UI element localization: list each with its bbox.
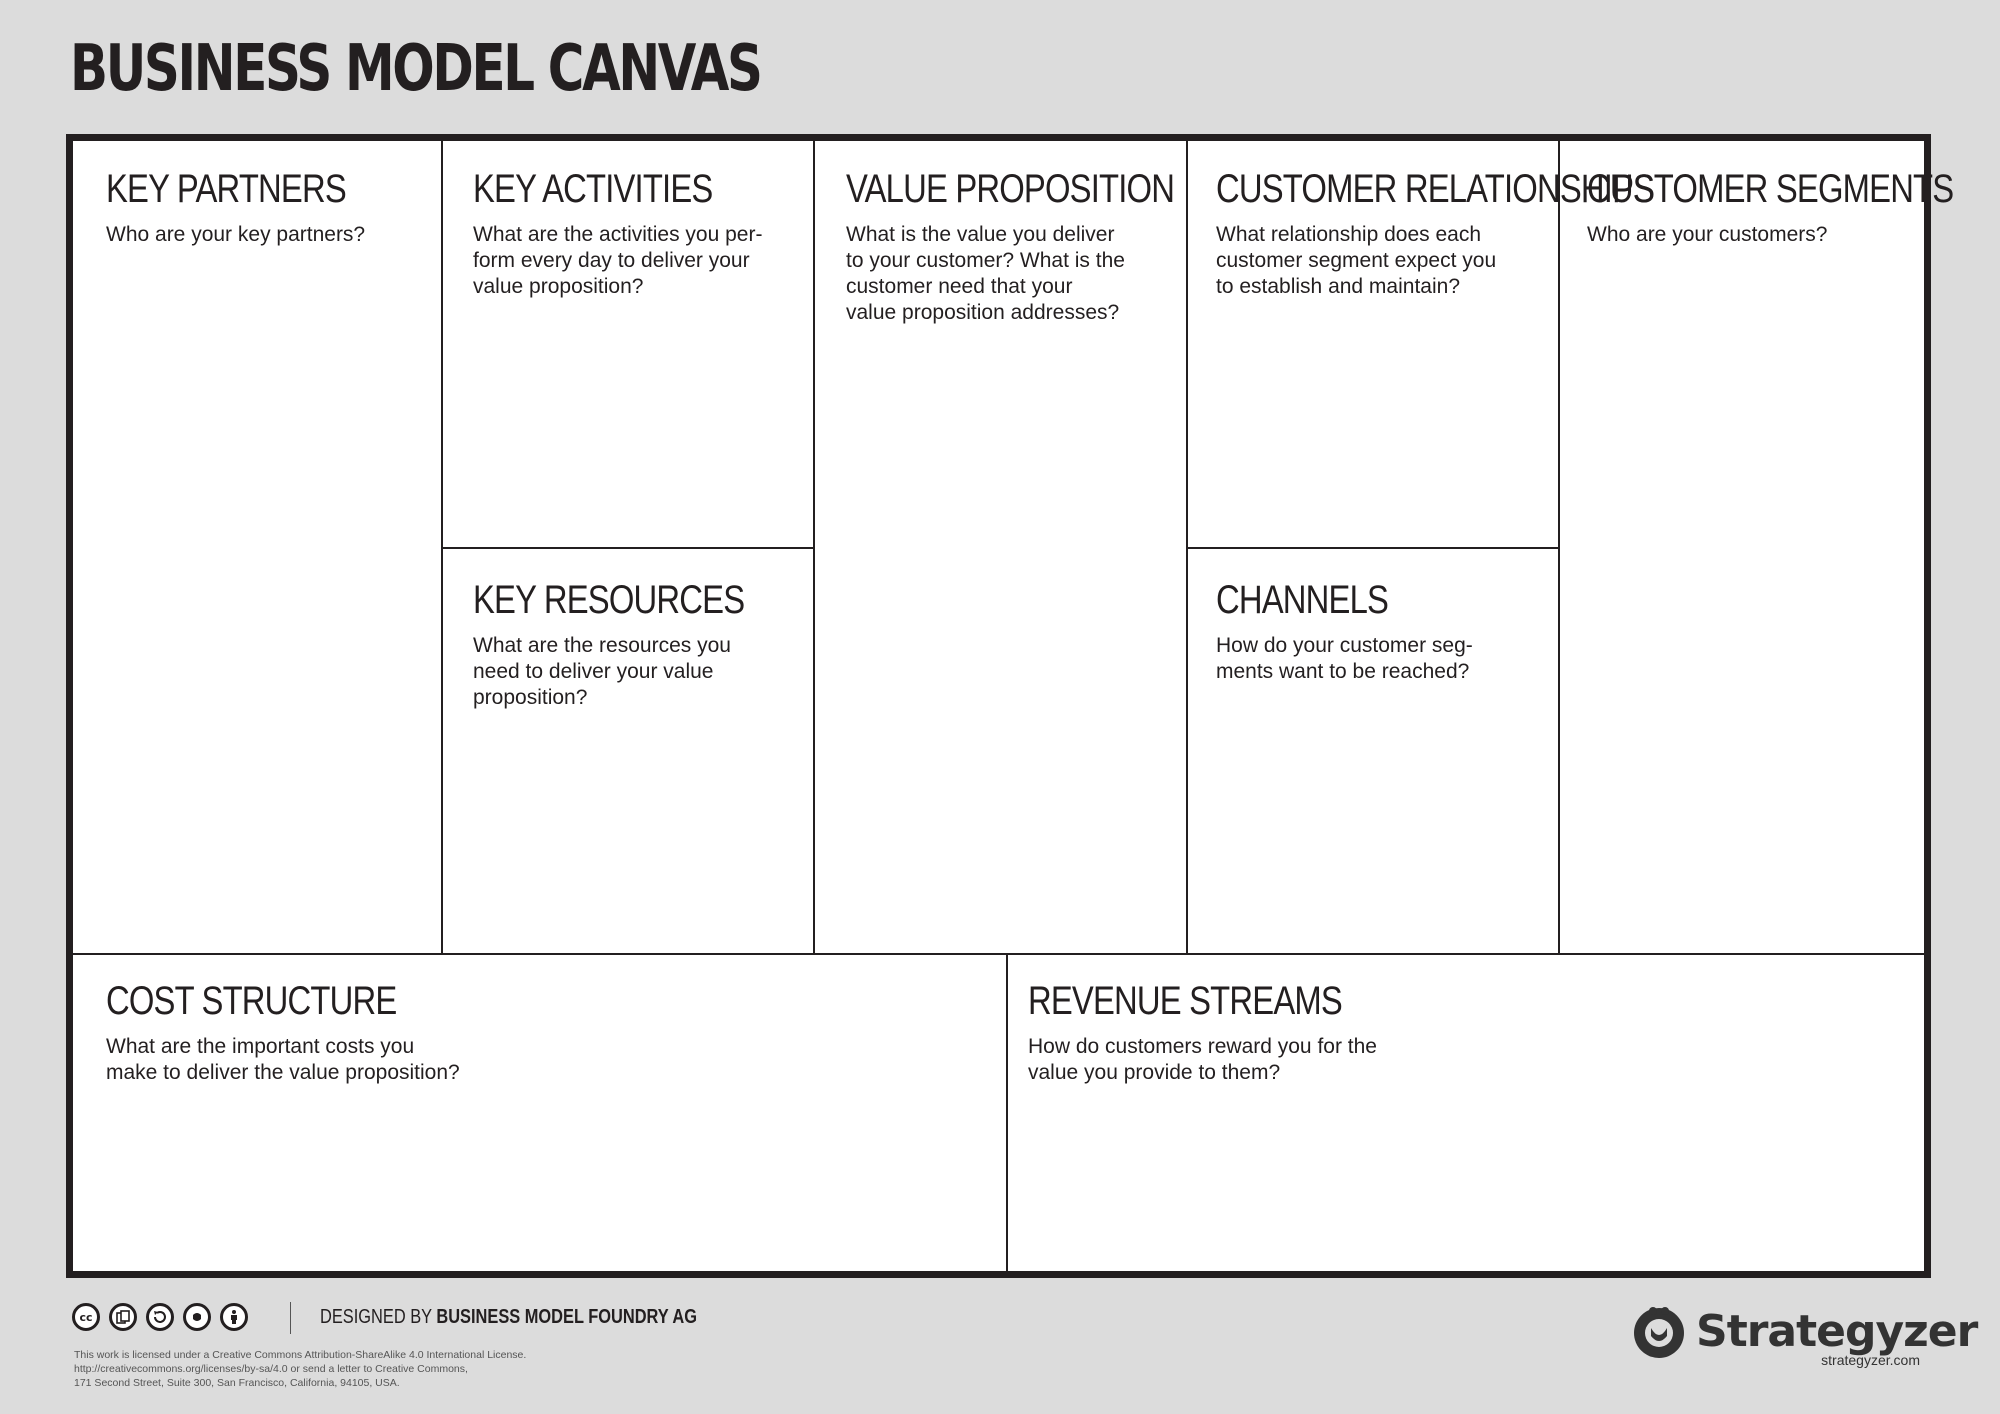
value-proposition-question: What is the value you deliver to your customer? What is the customer need that your value proposition addresses? [846, 223, 1125, 324]
key-resources-question: What are the resources you need to deliver your value proposition? [473, 634, 731, 709]
customer-segments-block[interactable] [1587, 167, 2000, 248]
cc-copy-icon [109, 1303, 137, 1331]
license-icons [72, 1303, 248, 1331]
divider [441, 547, 813, 549]
customer-relationships-question: What relationship does each customer segment expect you to establish and maintain? [1216, 223, 1497, 298]
customer-segments-question: Who are your customers? [1587, 223, 1828, 246]
canvas-board [66, 134, 1954, 1278]
cost-structure-question: What are the important costs you make to deliver the value proposition? [106, 1035, 460, 1084]
cc-share-alike-icon [146, 1303, 174, 1331]
brand-name: Strategyzer [1696, 1305, 1978, 1357]
revenue-streams-block[interactable] [1028, 979, 1411, 1086]
designed-prefix: DESIGNED BY [320, 1306, 432, 1328]
brand-url[interactable]: strategyzer.com [1821, 1352, 1920, 1368]
divider [1006, 954, 1008, 1271]
channels-question: How do your customer seg- ments want to be reached? [1216, 634, 1473, 683]
key-partners-question: Who are your key partners? [106, 223, 366, 246]
cc-attribution-icon [220, 1303, 248, 1331]
license-text: This work is licensed under a Creative Commons Attribution-ShareAlike 4.0 International License. http://creativecommons.org/licenses/by-sa/4.0 or send a letter to Creative Commons, 171 Second Street, Suite 300, San Francisco, California, 94105, USA. [74, 1349, 527, 1389]
key-partners-block[interactable] [106, 167, 399, 248]
cc-icon: cc [72, 1303, 100, 1331]
brand[interactable] [1630, 1302, 1977, 1360]
strategyzer-logo-icon [1630, 1302, 1688, 1360]
page-title: BUSINESS MODEL CANVAS [70, 32, 761, 106]
value-proposition-block[interactable] [846, 167, 1246, 326]
key-resources-block[interactable] [473, 578, 804, 711]
designed-by [320, 1306, 697, 1329]
key-activities-block[interactable] [473, 167, 765, 300]
revenue-streams-question: How do customers reward you for the value you provide to them? [1028, 1035, 1377, 1084]
divider [1186, 547, 1558, 549]
channels-heading: CHANNELS [1216, 578, 1389, 622]
divider [813, 141, 815, 954]
cost-structure-block[interactable] [106, 979, 460, 1086]
divider [73, 953, 1924, 955]
cc-noncommercial-icon [183, 1303, 211, 1331]
cost-structure-heading: COST STRUCTURE [106, 979, 397, 1023]
key-activities-question: What are the activities you per- form every day to deliver your value proposition? [473, 223, 763, 298]
footer-separator [290, 1302, 291, 1334]
revenue-streams-heading: REVENUE STREAMS [1028, 979, 1342, 1023]
value-proposition-heading: VALUE PROPOSITION [846, 167, 1175, 211]
designer-name: BUSINESS MODEL FOUNDRY AG [436, 1306, 697, 1328]
customer-relationships-heading: CUSTOMER RELATIONSHIPS [1216, 167, 1655, 211]
key-resources-heading: KEY RESOURCES [473, 578, 745, 622]
channels-block[interactable] [1216, 578, 1473, 685]
key-activities-heading: KEY ACTIVITIES [473, 167, 713, 211]
customer-segments-heading: CUSTOMER SEGMENTS [1587, 167, 1954, 211]
key-partners-heading: KEY PARTNERS [106, 167, 346, 211]
